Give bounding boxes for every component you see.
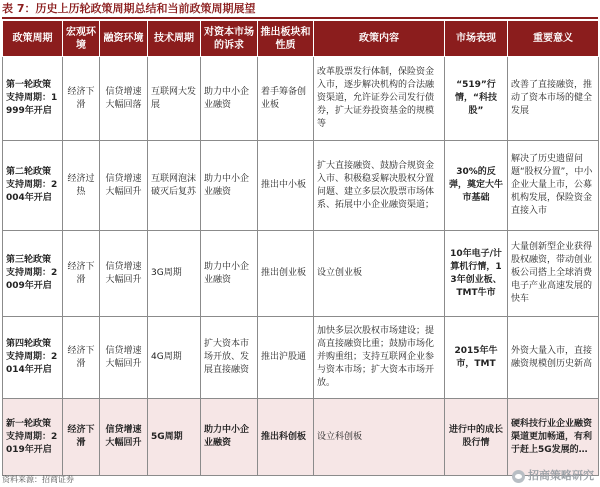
wechat-icon — [512, 470, 525, 483]
cell-significance: 外资大量入市，直接融资规模创历史新高 — [508, 317, 599, 399]
cell-fin: 信贷增速大幅回落 — [100, 57, 148, 141]
cell-env: 经济下滑 — [63, 399, 100, 476]
header-cell: 重要意义 — [508, 21, 599, 57]
cell-appeal: 助力中小企业融资 — [201, 399, 258, 476]
table-row — [3, 231, 599, 317]
cell-env: 经济下滑 — [63, 317, 100, 399]
table-row — [3, 141, 599, 231]
cell-board: 推出科创板 — [258, 399, 314, 476]
watermark-label: 招商策略研究 — [528, 469, 594, 482]
table-title: 表 7：历史上历轮政策周期总结和当前政策周期展望 — [2, 2, 256, 15]
cell-appeal: 扩大资本市场开放、发展直接融资 — [201, 317, 258, 399]
table-row — [3, 317, 599, 399]
table-row — [3, 399, 599, 476]
cell-market: 10年电子/计算机行情，13年创业板、TMT牛市 — [445, 231, 508, 317]
source-note: 资料来源：招商证券 — [2, 475, 74, 484]
cell-significance: 解决了历史遗留问题“股权分置”，中小企业大量上市，公募机构发展，保险资金直接入市 — [508, 141, 599, 231]
cell-era: 第四轮政策支持周期：2014年开启 — [3, 317, 63, 399]
cell-fin: 信贷增速大幅回升 — [100, 399, 148, 476]
watermark — [512, 469, 594, 483]
cell-significance: 大量创新型企业获得股权融资，带动创业板公司搭上全球消费电子产业高速发展的快车 — [508, 231, 599, 317]
header-cell: 宏观环境 — [63, 21, 100, 57]
header-cell: 政策周期 — [3, 21, 63, 57]
cell-market: 30%的反弹，奠定大牛市基础 — [445, 141, 508, 231]
cell-content: 设立科创板 — [314, 399, 445, 476]
cell-board: 推出创业板 — [258, 231, 314, 317]
cell-appeal: 助力中小企业融资 — [201, 141, 258, 231]
cell-env: 经济下滑 — [63, 231, 100, 317]
cell-fin: 信贷增速大幅回升 — [100, 317, 148, 399]
header-cell: 市场表现 — [445, 21, 508, 57]
cell-era: 第二轮政策支持周期：2004年开启 — [3, 141, 63, 231]
cell-content: 加快多层次股权市场建设；提高直接融资比重；鼓励市场化并购重组；支持互联网企业参与资本市场；扩大资本市场开放。 — [314, 317, 445, 399]
table-header-row — [3, 21, 599, 57]
cell-content: 改革股票发行体制，保险资金入市，逐步解决机构的合法融资渠道，允许证券公司发行债券，扩大证券投资基金的规模等 — [314, 57, 445, 141]
cell-tech: 互联网大发展 — [148, 57, 201, 141]
cell-env: 经济过热 — [63, 141, 100, 231]
cell-content: 扩大直接融资、鼓励合规资金入市、积极稳妥解决股权分置问题、建立多层次股票市场体系、拓展中小企业融资渠道； — [314, 141, 445, 231]
header-cell: 对资本市场的诉求 — [201, 21, 258, 57]
cell-significance: 硬科技行业企业融资渠道更加畅通，有利于赶上5G发展的… — [508, 399, 599, 476]
cell-env: 经济下滑 — [63, 57, 100, 141]
cell-era: 第一轮政策支持周期：1999年开启 — [3, 57, 63, 141]
header-cell: 融资环境 — [100, 21, 148, 57]
cell-appeal: 助力中小企业融资 — [201, 231, 258, 317]
table-row — [3, 57, 599, 141]
cell-content: 设立创业板 — [314, 231, 445, 317]
cell-tech: 3G周期 — [148, 231, 201, 317]
cell-market: “519”行情，“科技股” — [445, 57, 508, 141]
cell-tech: 5G周期 — [148, 399, 201, 476]
cell-tech: 互联网泡沫破灭后复苏 — [148, 141, 201, 231]
header-cell: 政策内容 — [314, 21, 445, 57]
cell-market: 2015年牛市，TMT — [445, 317, 508, 399]
cell-fin: 信贷增速大幅回升 — [100, 141, 148, 231]
title-divider — [2, 17, 598, 19]
policy-cycle-table — [2, 20, 599, 476]
cell-market: 进行中的成长股行情 — [445, 399, 508, 476]
cell-era: 新一轮政策支持周期：2019年开启 — [3, 399, 63, 476]
header-cell: 技术周期 — [148, 21, 201, 57]
header-cell: 推出板块和性质 — [258, 21, 314, 57]
cell-appeal: 助力中小企业融资 — [201, 57, 258, 141]
cell-board: 推出沪股通 — [258, 317, 314, 399]
cell-board: 推出中小板 — [258, 141, 314, 231]
cell-significance: 改善了直接融资，推动了资本市场的健全发展 — [508, 57, 599, 141]
cell-board: 着手筹备创业板 — [258, 57, 314, 141]
cell-tech: 4G周期 — [148, 317, 201, 399]
cell-fin: 信贷增速大幅回升 — [100, 231, 148, 317]
cell-era: 第三轮政策支持周期：2009年开启 — [3, 231, 63, 317]
